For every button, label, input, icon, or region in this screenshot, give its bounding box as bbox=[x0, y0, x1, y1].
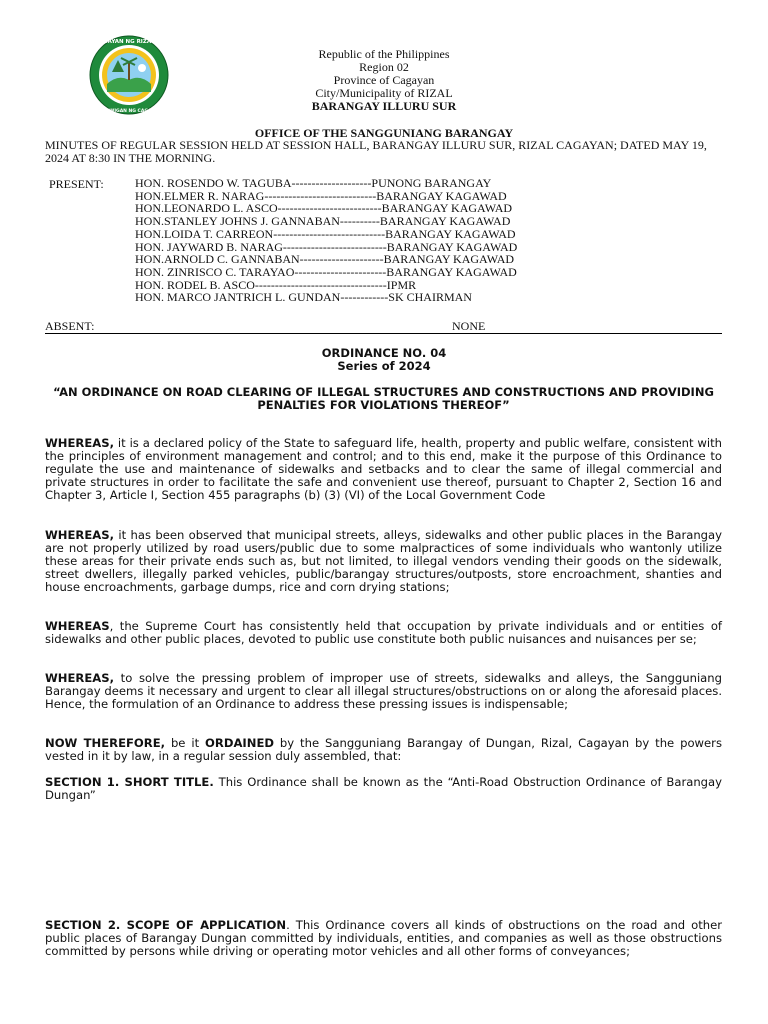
svg-text:BAYAN NG RIZAL: BAYAN NG RIZAL bbox=[103, 39, 155, 45]
section-1-paragraph bbox=[45, 776, 722, 802]
ordinance-number-block bbox=[0, 347, 768, 373]
ordinance-title: “AN ORDINANCE ON ROAD CLEARING OF ILLEGAL STRUCTURES AND CONSTRUCTIONS AND PROVIDING PENALTIES FOR VIOLATIONS THEREOF” bbox=[53, 385, 714, 412]
paragraph-lead: WHEREAS, bbox=[45, 436, 114, 450]
members-list bbox=[135, 177, 517, 304]
paragraph-text: be it bbox=[165, 736, 206, 750]
header-republic: Republic of the Philippines bbox=[318, 47, 450, 61]
ordinance-number: ORDINANCE NO. 04 bbox=[321, 346, 447, 360]
section-2-paragraph bbox=[45, 919, 722, 958]
paragraph-lead-ordained: ORDAINED bbox=[205, 736, 274, 750]
paragraph-text: This Ordinance shall be known as the “Anti-Road Obstruction Ordinance of Barangay Dungan” bbox=[45, 775, 722, 802]
absent-label: ABSENT: bbox=[45, 319, 95, 333]
paragraph-lead: WHEREAS, bbox=[45, 528, 114, 542]
paragraph-text: , the Supreme Court has consistently held that occupation by private individuals and or entities of sidewalks and other public places, devoted to public use constitute both public nuisances and nuisances per se; bbox=[45, 619, 722, 646]
member-line: HON. ZINRISCO C. TARAYAO-----------------------BARANGAY KAGAWAD bbox=[135, 264, 517, 279]
header-barangay: BARANGAY ILLURU SUR bbox=[311, 99, 457, 113]
now-therefore-paragraph bbox=[45, 737, 722, 763]
whereas-paragraph-1 bbox=[45, 437, 722, 502]
document-header bbox=[0, 48, 768, 113]
header-province: Province of Cagayan bbox=[333, 73, 435, 87]
paragraph-lead: WHEREAS, bbox=[45, 671, 114, 685]
whereas-paragraph-4 bbox=[45, 672, 722, 711]
paragraph-lead: NOW THEREFORE, bbox=[45, 736, 166, 750]
member-line: HON.LOIDA T. CARREON----------------------------BARANGAY KAGAWAD bbox=[135, 226, 516, 241]
paragraph-lead: WHEREAS bbox=[45, 619, 110, 633]
paragraph-text: to solve the pressing problem of improper use of streets, sidewalks and alleys, the Sangguniang Barangay deems it necessary and urgent to clear all illegal structures/obstructions on or along the aforesaid places. Hence, the formulation of an Ordinance to address these pressing issues is indispensable; bbox=[45, 671, 722, 711]
member-line: HON.LEONARDO L. ASCO--------------------------BARANGAY KAGAWAD bbox=[135, 201, 513, 216]
paragraph-lead: SECTION 2. SCOPE OF APPLICATION bbox=[45, 918, 287, 932]
member-line: HON. RODEL B. ASCO---------------------------------IPMR bbox=[135, 277, 417, 292]
paragraph-lead: SECTION 1. SHORT TITLE. bbox=[45, 775, 214, 789]
member-line: HON.ELMER R. NARAG----------------------------BARANGAY KAGAWAD bbox=[135, 188, 507, 203]
horizontal-divider bbox=[45, 333, 722, 334]
paragraph-text: it has been observed that municipal streets, alleys, sidewalks and other public places in the Barangay are not properly utilized by road users/public due to some malpractices of some individuals who wantonly utilize these areas for their private ends such as, but not limited, to illegal vendors vending their goods on the sidewalk, street dwellers, illegally parked vehicles, public/barangay structures/outposts, store encroachment, shanties and house encroachments, garbage dumps, rice and corn drying stations; bbox=[45, 528, 722, 594]
header-region: Region 02 bbox=[359, 60, 409, 74]
header-municipality: City/Municipality of RIZAL bbox=[315, 86, 453, 100]
member-line: HON.STANLEY JOHNS J. GANNABAN----------BARANGAY KAGAWAD bbox=[135, 214, 511, 229]
member-line: HON. JAYWARD B. NARAG--------------------------BARANGAY KAGAWAD bbox=[135, 239, 518, 254]
absent-value: NONE bbox=[452, 319, 486, 333]
member-line: HON. MARCO JANTRICH L. GUNDAN------------SK CHAIRMAN bbox=[135, 290, 472, 305]
paragraph-text: it is a declared policy of the State to safeguard life, health, property and public welfare, consistent with the principles of environment management and control; and to this end, make it the purpose of this Ordinance to regulate the use and maintenance of sidewalks and setbacks and to clear the same of illegal commercial and private structures in order to facilitate the safe and convenient use thereof, pursuant to Chapter 2, Section 16 and Chapter 3, Article I, Section 455 paragraphs (b) (3) (VI) of the Local Government Code bbox=[45, 436, 722, 502]
present-label: PRESENT: bbox=[49, 177, 104, 191]
minutes-heading: MINUTES OF REGULAR SESSION HELD AT SESSION HALL, BARANGAY ILLURU SUR, RIZAL CAGAYAN; DATED MAY 19, 2024 AT 8:30 IN THE MORNING. bbox=[45, 138, 707, 165]
svg-text:LALAWIGAN NG CAGAYAN: LALAWIGAN NG CAGAYAN bbox=[96, 109, 162, 114]
member-line: HON.ARNOLD C. GANNABAN---------------------BARANGAY KAGAWAD bbox=[135, 252, 515, 267]
office-title: OFFICE OF THE SANGGUNIANG BARANGAY bbox=[254, 126, 514, 140]
member-line: HON. ROSENDO W. TAGUBA--------------------PUNONG BARANGAY bbox=[135, 176, 492, 190]
whereas-paragraph-2 bbox=[45, 529, 722, 594]
whereas-paragraph-3 bbox=[45, 620, 722, 646]
ordinance-series: Series of 2024 bbox=[337, 359, 431, 373]
paragraph-text-2: by the Sangguniang Barangay of Dungan, Rizal, Cagayan by the powers vested in it by law, in a regular session duly assembled, that: bbox=[45, 736, 722, 763]
paragraph-text: . This Ordinance covers all kinds of obstructions on the road and other public places of Barangay Dungan committed by individuals, entities, and companies as well as those obstructions committed by persons while driving or operating motor vehicles and all other forms of conveyances; bbox=[45, 918, 722, 958]
